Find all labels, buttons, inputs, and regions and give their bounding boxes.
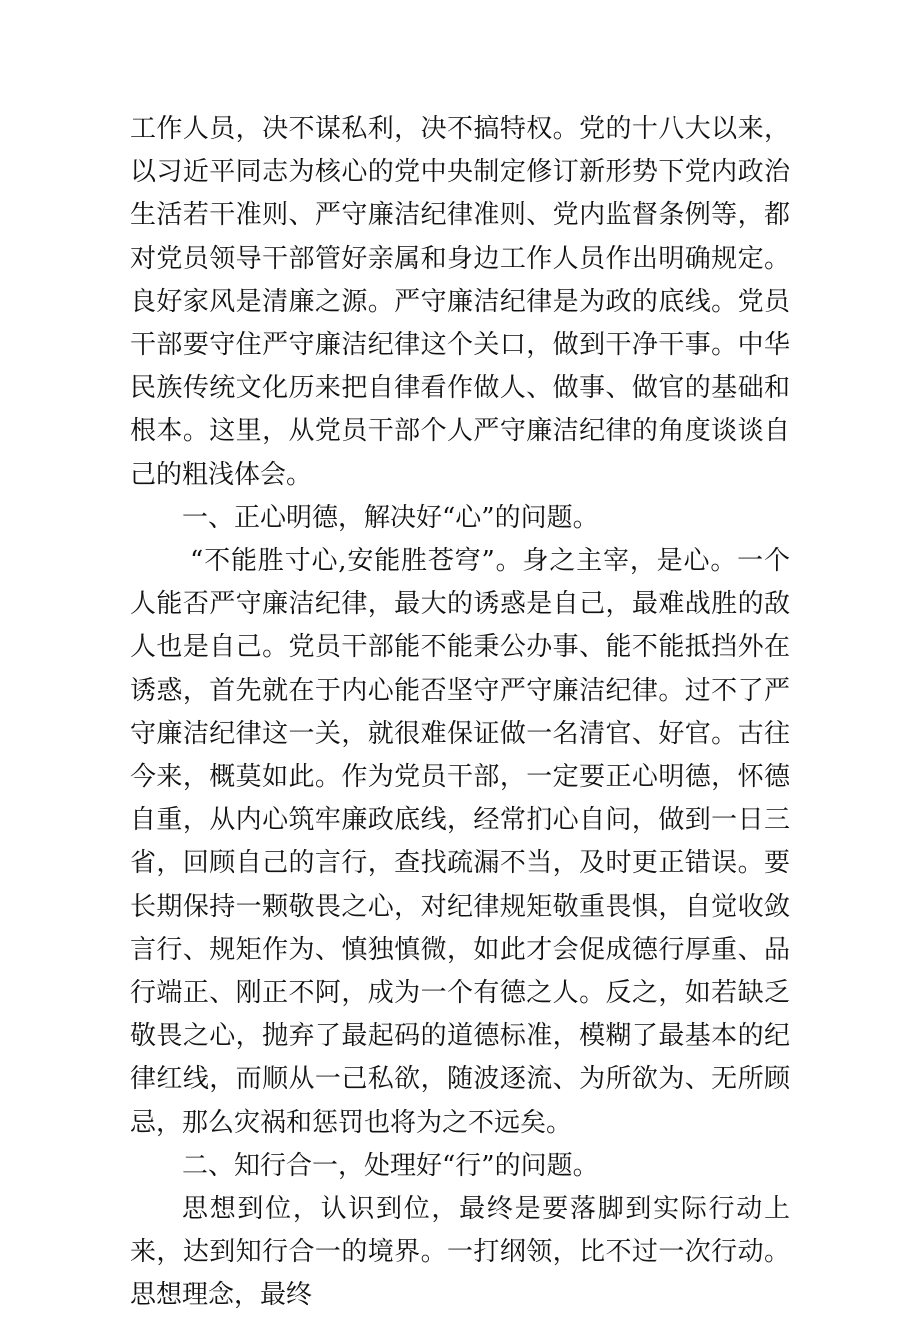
paragraph-intro: 工作人员，决不谋私利，决不搞特权。党的十八大以来，以习近平同志为核心的党中央制定修订新形势下党内政治生活若干准则、严守廉洁纪律准则、党内监督条例等，都对党员领导干部管好亲属和身边工作人员作出明确规定。良好家风是清廉之源。严守廉洁纪律是为政的底线。党员干部要守住严守廉洁纪律这个关口，做到干净干事。中华民族传统文化历来把自律看作做人、做事、做官的基础和根本。这里，从党员干部个人严守廉洁纪律的角度谈谈自己的粗浅体会。 bbox=[130, 114, 790, 490]
paragraph-section-2: 思想到位，认识到位，最终是要落脚到实际行动上来，达到知行合一的境界。一打纲领，比不过一次行动。思想理念，最终 bbox=[130, 1194, 790, 1311]
paragraph-section-1: “不能胜寸心,安能胜苍穹”。身之主宰，是心。一个人能否严守廉洁纪律，最大的诱惑是自己，最难战胜的敌人也是自己。党员干部能不能秉公办事、能不能抵挡外在诱惑，首先就在于内心能否坚守严守廉洁纪律。过不了严守廉洁纪律这一关，就很难保证做一名清官、好官。古往今来，概莫如此。作为党员干部，一定要正心明德，怀德自重，从内心筑牢廉政底线，经常扪心自问，做到一日三省，回顾自己的言行，查找疏漏不当，及时更正错误。要长期保持一颗敬畏之心，对纪律规矩敬重畏惧，自觉收敛言行、规矩作为、慎独慎微，如此才会促成德行厚重、品行端正、刚正不阿，成为一个有德之人。反之，如若缺乏敬畏之心，抛弃了最起码的道德标准，模糊了最基本的纪律红线，而顺从一己私欲，随波逐流、为所欲为、无所顾忌，那么灾祸和惩罚也将为之不远矣。 bbox=[130, 546, 790, 1138]
section-heading-2: 二、知行合一，处理好“行”的问题。 bbox=[182, 1150, 599, 1181]
document-body bbox=[130, 108, 790, 1318]
section-heading-1: 一、正心明德，解决好“心”的问题。 bbox=[182, 502, 599, 533]
